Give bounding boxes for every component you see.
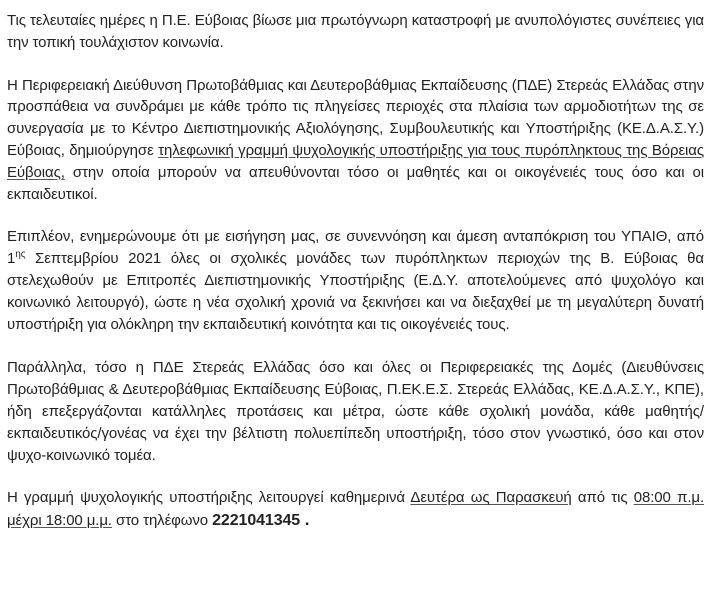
support-line-link[interactable]: τηλεφωνική γραμμή ψυχολογικής υποστήριξης για τους πυρόπληκτους της Βόρειας Εύβοιας, <box>7 141 704 181</box>
paragraph-support-line-text-before: Η Περιφερειακή Διεύθυνση Πρωτοβάθμιας και Δευτεροβάθμιας Εκπαίδευσης (ΠΔΕ) Στερεάς Ελλάδας στην προσπάθεια να συνδράμει με κάθε τρόπο τις πληγείσες περιοχές στα πλαίσια των αρμοδιοτήτων της σε συνεργασία με το Κέντρο Διεπιστημονικής Αξιολόγησης, Συμβουλευτικής και Υποστήριξης (ΚΕ.Δ.Α.Σ.Υ.) Εύβοιας, δημιούργησε <box>7 76 704 159</box>
paragraph-support-line <box>7 75 704 206</box>
paragraph-schedule-end: . <box>300 510 310 530</box>
phone-number: 2221041345 <box>212 512 301 530</box>
schedule-hours-link[interactable]: 08:00 π.μ. μέχρι 18:00 μ.μ. <box>7 489 705 530</box>
schedule-days-link[interactable]: Δευτέρα ως Παρασκευή <box>410 489 572 507</box>
paragraph-committees <box>7 226 704 335</box>
paragraph-schedule-text-middle: από τις <box>571 489 634 507</box>
paragraph-schedule <box>7 487 704 532</box>
paragraph-committees-text-before: Επιπλέον, ενημερώνουμε ότι με εισήγηση μας, σε συνεννόηση και άμεση ανταπόκριση του ΥΠΑΙΘ, από 1 <box>7 228 704 268</box>
paragraph-intro <box>7 10 704 54</box>
paragraph-measures-text: Παράλληλα, τόσο η ΠΔΕ Στερεάς Ελλάδας όσο και όλες οι Περιφερειακές της Δομές (Διευθύνσεις Πρωτοβάθμιας & Δευτεροβάθμιας Εκπαίδευσης Εύβοιας, Π.ΕΚ.Ε.Σ. Στερεάς Ελλάδας, ΚΕ.Δ.Α.Σ.Υ., ΚΠΕ), ήδη επεξεργάζονται κατάλληλες προτάσεις και μέτρα, ώστε κάθε σχολική μονάδα, κάθε μαθητής/εκπαιδευτικός/γονέας να έχει την βέλτιστη πολυεπίπεδη υποστήριξη, τόσο στον γνωστικό, όσο και στον ψυχο-κοινωνικό τομέα. <box>7 359 704 464</box>
ordinal-superscript: ης <box>15 249 26 261</box>
paragraph-committees-text-after: Σεπτεμβρίου 2021 όλες οι σχολικές μονάδες των πυρόπληκτων περιοχών της Β. Εύβοιας θα στελεχωθούν με Επιτροπές Διεπιστημονικής Υποστήριξης (Ε.Δ.Υ. αποτελούμενες από ψυχολόγο και κοινωνικό λειτουργό), ώστε η νέα σχολική χρονιά να ξεκινήσει και να διεξαχθεί με τη μεγαλύτερη δυνατή υποστήριξη για ολόκληρη την εκπαιδευτική κοινότητα και τις οικογένειές τους. <box>7 250 704 333</box>
paragraph-measures <box>7 357 704 466</box>
paragraph-intro-text: Τις τελευταίες ημέρες η Π.Ε. Εύβοιας βίωσε μια πρωτόγνωρη καταστροφή με ανυπολόγιστες συνέπειες για την τοπική τουλάχιστον κοινωνία. <box>7 12 704 51</box>
paragraph-schedule-text-before: Η γραμμή ψυχολογικής υποστήριξης λειτουργεί καθημερινά <box>7 489 411 507</box>
paragraph-schedule-phone-prefix: στο τηλέφωνο <box>111 512 213 530</box>
paragraph-support-line-text-after: στην οποία μπορούν να απευθύνονται τόσο οι μαθητές και οι οικογένειές τους όσο και οι εκπαιδευτικοί. <box>7 163 704 203</box>
